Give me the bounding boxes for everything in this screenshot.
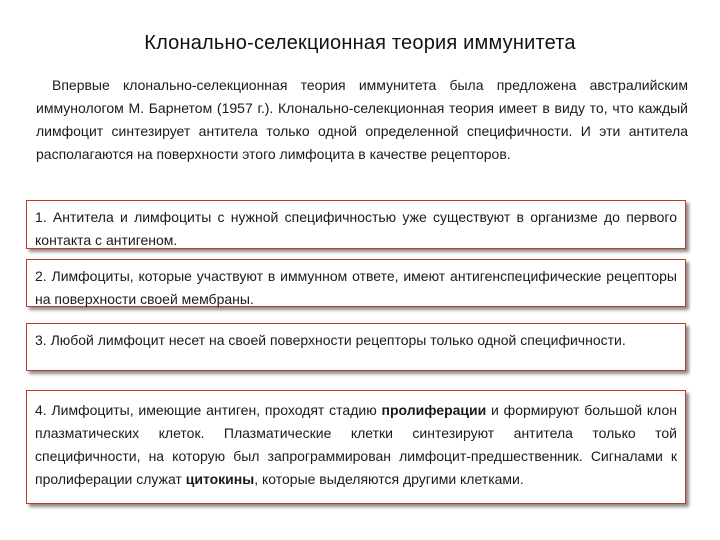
term-cytokines: цитокины [185,471,255,487]
point-text-3: 3. Любой лимфоцит несет на своей поверхности рецепторы только одной специфичности. [35,332,626,348]
point-text-4-part2: и формируют большой клон плазматических клеток. Плазматические клетки синтезируют антитела только той специфичности, на которую был запрограммирован лимфоцит-предшественник. Сигналами к пролиферации служат [35,402,677,487]
point-box-1 [26,200,686,249]
point-text-2: 2. Лимфоциты, которые участвуют в иммунном ответе, имеют антигенспецифические рецепторы на поверхности своей мембраны. [35,268,677,307]
term-proliferation: пролиферации [381,402,487,418]
intro-paragraph: Впервые клонально-селекционная теория иммунитета была предложена австралийским иммунологом М. Барнетом (1957 г.). Клонально-селекционная теория имеет в виду то, что каждый лимфоцит синтезирует антитела только одной определенной специфичности. И эти антитела располагаются на поверхности этого лимфоцита в качестве рецепторов. [36,77,688,162]
point-box-3 [26,323,686,371]
point-box-2 [26,259,686,307]
point-text-1: 1. Антитела и лимфоциты с нужной специфичностью уже существуют в организме до первого контакта с антигеном. [35,209,677,248]
slide-title: Клонально-селекционная теория иммунитета [144,32,576,54]
point-text-4-part3: , которые выделяются другими клетками. [254,471,524,487]
point-box-4 [26,390,686,504]
point-text-4-part1: 4. Лимфоциты, имеющие антиген, проходят стадию [35,402,382,418]
